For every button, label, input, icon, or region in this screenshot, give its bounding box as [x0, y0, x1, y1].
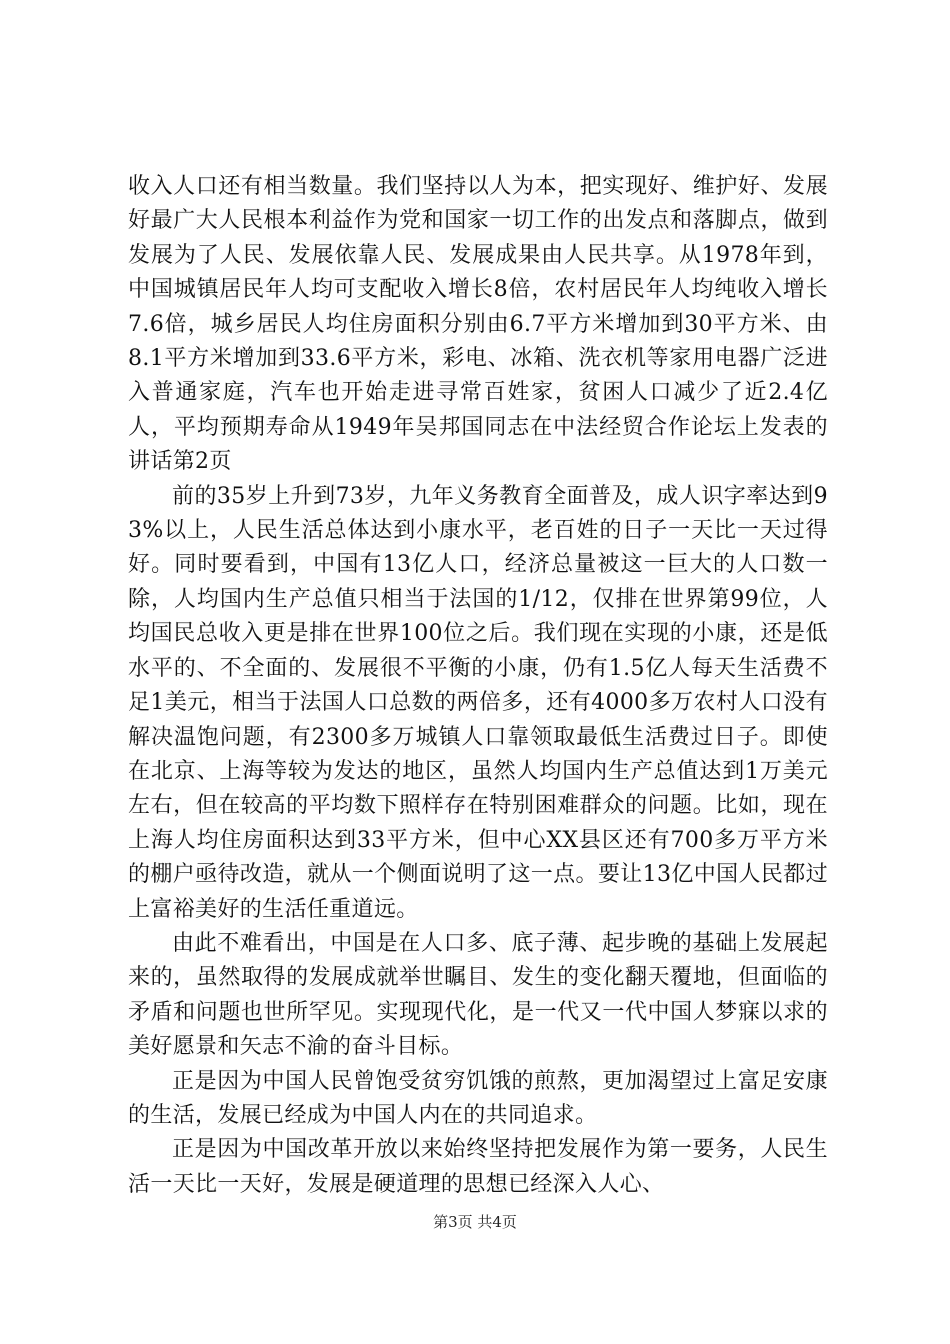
paragraph-2: 前的35岁上升到73岁，九年义务教育全面普及，成人识字率达到93%以上，人民生活总体达到小康水平，老百姓的日子一天比一天过得好。同时要看到，中国有13亿人口，经济总量被这一巨大的人口数一除，人均国内生产总值只相当于法国的1/12，仅排在世界第99位，人均国民总收入更是排在世界100位之后。我们现在实现的小康，还是低水平的、不全面的、发展很不平衡的小康，仍有1.5亿人每天生活费不足1美元，相当于法国人口总数的两倍多，还有4000多万农村人口没有解决温饱问题，有2300多万城镇人口靠领取最低生活费过日子。即使在北京、上海等较为发达的地区，虽然人均国内生产总值达到1万美元左右，但在较高的平均数下照样存在特别困难群众的问题。比如，现在上海人均住房面积达到33平方米，但中心XX县区还有700多万平方米的棚户亟待改造，就从一个侧面说明了这一点。要让13亿中国人民都过上富裕美好的生活任重道远。: [128, 483, 828, 922]
paragraph-3: 由此不难看出，中国是在人口多、底子薄、起步晚的基础上发展起来的，虽然取得的发展成就举世瞩目、发生的变化翻天覆地，但面临的矛盾和问题也世所罕见。实现现代化，是一代又一代中国人梦寐以求的美好愿景和矢志不渝的奋斗目标。: [128, 930, 828, 1060]
document-body: [128, 170, 828, 1202]
paragraph-5: 正是因为中国改革开放以来始终坚持把发展作为第一要务，人民生活一天比一天好，发展是硬道理的思想已经深入人心、: [128, 1137, 828, 1197]
paragraph-1: 收入人口还有相当数量。我们坚持以人为本，把实现好、维护好、发展好最广大人民根本利益作为党和国家一切工作的出发点和落脚点，做到发展为了人民、发展依靠人民、发展成果由人民共享。从1978年到，中国城镇居民年人均可支配收入增长8倍，农村居民年人均纯收入增长7.6倍，城乡居民人均住房面积分别由6.7平方米增加到30平方米、由8.1平方米增加到33.6平方米，彩电、冰箱、洗衣机等家用电器广泛进入普通家庭，汽车也开始走进寻常百姓家，贫困人口减少了近2.4亿人，平均预期寿命从1949年吴邦国同志在中法经贸合作论坛上发表的讲话第2页: [128, 174, 828, 475]
page-footer: 第3页 共4页: [433, 1213, 517, 1231]
paragraph-4: 正是因为中国人民曾饱受贫穷饥饿的煎熬，更加渴望过上富足安康的生活，发展已经成为中国人内在的共同追求。: [128, 1068, 828, 1128]
